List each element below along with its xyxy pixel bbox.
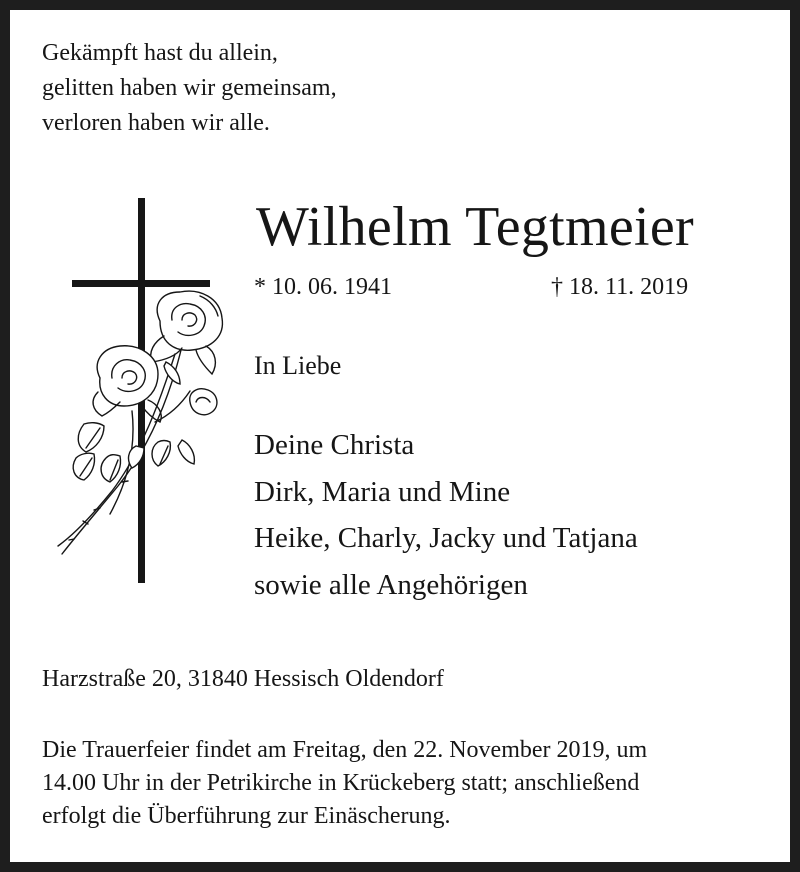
motto-line: gelitten haben wir gemeinsam, bbox=[42, 75, 337, 101]
motto-line: verloren haben wir alle. bbox=[42, 110, 270, 136]
mourner-line: Dirk, Maria und Mine bbox=[254, 475, 511, 508]
service-announcement bbox=[42, 734, 647, 833]
birth-date: * 10. 06. 1941 bbox=[254, 274, 392, 300]
closing-phrase: In Liebe bbox=[254, 351, 342, 380]
address: Harzstraße 20, 31840 Hessisch Oldendorf bbox=[42, 666, 444, 692]
cross-with-roses-illustration bbox=[40, 196, 230, 586]
motto-verse bbox=[42, 36, 337, 141]
motto-line: Gekämpft hast du allein, bbox=[42, 40, 278, 66]
death-date: † 18. 11. 2019 bbox=[551, 274, 689, 300]
mourners-list bbox=[254, 422, 638, 608]
service-line: Die Trauerfeier findet am Freitag, den 22. November 2019, um bbox=[42, 737, 648, 763]
service-line: erfolgt die Überführung zur Einäscherung. bbox=[42, 803, 451, 829]
mourner-line: Heike, Charly, Jacky und Tatjana bbox=[254, 522, 638, 554]
mourner-line: Deine Christa bbox=[254, 429, 415, 461]
deceased-name: Wilhelm Tegtmeier bbox=[256, 196, 694, 258]
mourner-line: sowie alle Angehörigen bbox=[254, 568, 528, 601]
service-line: 14.00 Uhr in der Petrikirche in Krückeberg statt; anschließend bbox=[42, 770, 640, 796]
